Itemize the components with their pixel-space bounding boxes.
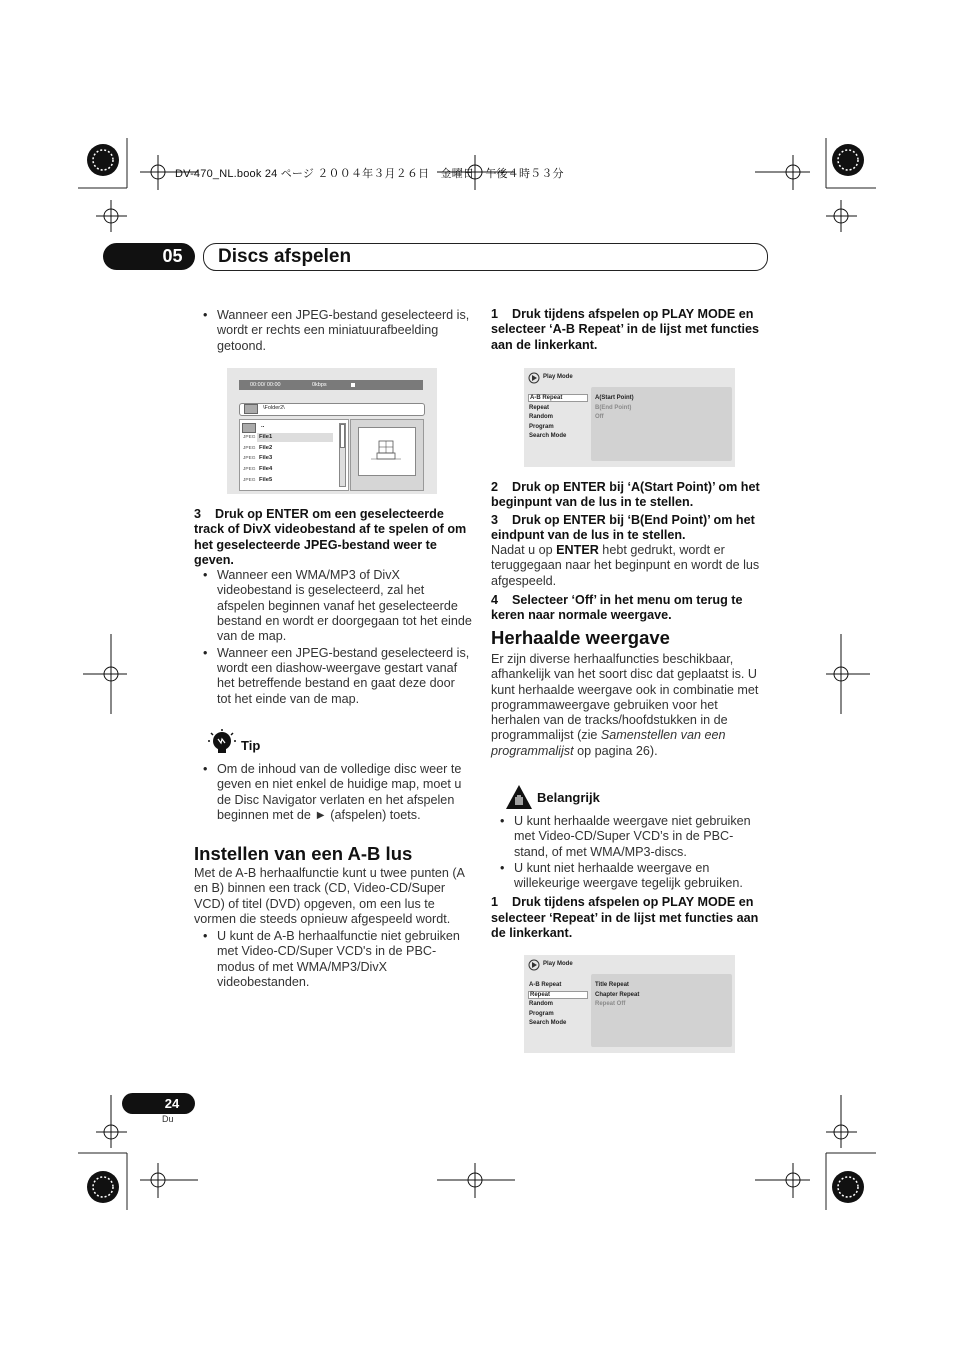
important-bullet-1: • U kunt herhaalde weergave niet gebruiken met Video-CD/Super VCD’s in de PBC-stand, of met WMA/MP3-discs.: [491, 814, 767, 860]
print-info: DV-470_NL.book 24 ページ ２００４年３月２６日 金曜日 午後４時５３分: [175, 168, 564, 180]
section-repeat-title: Herhaalde weergave: [491, 627, 670, 648]
right-step-3-body: Nadat u op ENTER hebt gedrukt, wordt er teruggegaan naar het beginpunt en wordt de lus afgespeeld.: [491, 543, 760, 588]
section-repeat-body: Er zijn diverse herhaalfuncties beschikbaar, afhankelijk van het soort disc dat geplaatst is. U kunt herhaalde weergave ook in combinatie met programmaweergave gebruiken voor het herhalen van de tracks/hoofdstukken in de programmalijst (zie Samenstellen van een programmalijst op pagina 26).: [491, 652, 759, 758]
menu-item[interactable]: Random: [529, 414, 553, 421]
chapter-title: Discs afspelen: [218, 246, 352, 267]
menu-option[interactable]: Chapter Repeat: [595, 991, 640, 998]
file-type-tag: JPEG: [243, 435, 256, 440]
file-list-item[interactable]: File3: [259, 455, 273, 462]
play-mode-icon: [528, 959, 540, 971]
warning-hand-icon: [505, 784, 533, 810]
right-step-2: 2 Druk op ENTER bij ‘A(Start Point)’ om het beginpunt van de lus in te stellen.: [491, 480, 760, 510]
section-ab-title-block: [194, 843, 494, 865]
important-bullet-2: • U kunt niet herhaalde weergave en willekeurige weergave tegelijk gebruiken.: [491, 861, 767, 892]
section-ab-body: Met de A-B herhaalfunctie kunt u twee punten (A en B) binnen een track (CD, Video-CD/Super VCD) of titel (DVD) opgeven, om een lus te vormen die steeds opnieuw afgespeeld wordt.: [194, 866, 465, 926]
menu-item[interactable]: A-B Repeat: [529, 982, 562, 988]
important-block: [491, 814, 767, 941]
page-language: Du: [162, 1114, 174, 1124]
menu-item[interactable]: Repeat: [528, 991, 588, 999]
section-ab-body-block: [194, 866, 472, 990]
section-ab-title: Instellen van een A-B lus: [194, 843, 413, 864]
left-step-3: 3 Druk op ENTER om een geselecteerde track of DivX videobestand af te spelen of om het geselecteerde JPEG-bestand weer te geven.: [194, 507, 467, 567]
important-label: Belangrijk: [537, 790, 600, 805]
left-bullet-1-block: [194, 308, 470, 354]
chapter-number: 05: [162, 246, 183, 266]
bitrate-readout: 0kbps: [312, 382, 327, 388]
file-type-tag: JPEG: [243, 445, 256, 451]
section-repeat-title-block: [491, 627, 771, 649]
time-readout: 00:00/ 00:00: [250, 382, 281, 388]
stop-icon: [351, 383, 355, 387]
tip-bullet: • Om de inhoud van de volledige disc weer te geven en niet enkel de huidige map, moet u de Disc Navigator verlaten en het afspelen beginnen met de ► (afspelen) toets.: [194, 762, 472, 823]
thumbnail-image-icon: [371, 440, 401, 464]
file-list-item[interactable]: File2: [259, 444, 273, 451]
menu-title: Play Mode: [543, 961, 573, 967]
right-step-4: 4 Selecteer ‘Off’ in het menu om terug te keren naar normale weergave.: [491, 593, 743, 623]
file-type-tag: JPEG: [243, 456, 256, 462]
menu-option[interactable]: A(Start Point): [595, 395, 634, 401]
left-bullet-2: • Wanneer een WMA/MP3 of DivX videobestand is geselecteerd, zal het afspelen beginnen vanaf het geselecteerde bestand en wordt er doorgegaan tot het einde van de map.: [194, 568, 472, 644]
play-mode-menu-ab: [524, 368, 735, 467]
file-list-item[interactable]: File1: [259, 434, 273, 440]
menu-item[interactable]: Random: [529, 1001, 553, 1008]
section-repeat-body-block: [491, 652, 767, 759]
section-ab-bullet: • U kunt de A-B herhaalfunctie niet gebruiken met Video-CD/Super VCD's in de PBC-modus of met WMA/MP3/DivX videobestanden.: [194, 929, 472, 990]
play-mode-menu-repeat: [524, 955, 735, 1053]
tip-block: [194, 762, 472, 823]
right-step-1-block: [491, 307, 765, 353]
menu-item[interactable]: Repeat: [529, 404, 550, 411]
right-steps-2-4-block: [491, 480, 767, 624]
menu-item[interactable]: Program: [529, 423, 554, 430]
file-type-tag: JPEG: [243, 477, 256, 483]
play-mode-icon: [528, 372, 540, 384]
menu-option[interactable]: Repeat Off: [595, 1001, 626, 1008]
file-list-item[interactable]: File5: [259, 476, 273, 483]
right-step-1: 1 Druk tijdens afspelen op PLAY MODE en selecteer ‘A-B Repeat’ in de lijst met functies aan de linkerkant.: [491, 307, 760, 352]
file-type-tag: JPEG: [243, 467, 256, 473]
menu-item[interactable]: Search Mode: [529, 433, 567, 440]
tip-label: Tip: [241, 738, 261, 753]
disc-navigator-screen: [227, 368, 437, 494]
menu-item[interactable]: Program: [529, 1010, 554, 1017]
right-step-1b: 1 Druk tijdens afspelen op PLAY MODE en selecteer ‘Repeat’ in de lijst met functies aan de linkerkant.: [491, 895, 759, 941]
left-bullet-3: • Wanneer een JPEG-bestand geselecteerd is, wordt een diashow-weergave gestart vanaf het betreffende bestand en gaat deze door tot het einde van de map.: [194, 646, 472, 707]
menu-item[interactable]: Search Mode: [529, 1020, 567, 1027]
left-step-3-block: [194, 507, 472, 707]
folder-path: \Folder2\: [263, 405, 285, 411]
left-bullet-1: • Wanneer een JPEG-bestand geselecteerd is, wordt er rechts een miniatuurafbeelding getoond.: [194, 308, 470, 354]
lightbulb-icon: [208, 729, 236, 757]
menu-option[interactable]: Title Repeat: [595, 982, 629, 988]
scrollbar-thumb[interactable]: [340, 424, 345, 448]
page-number: 24: [164, 1096, 180, 1111]
menu-title: Play Mode: [543, 374, 573, 380]
menu-option[interactable]: Off: [595, 414, 604, 421]
up-folder-label: ..: [261, 423, 265, 429]
menu-option[interactable]: B(End Point): [595, 404, 632, 411]
up-folder-icon: [242, 423, 256, 433]
folder-icon: [244, 404, 258, 414]
right-step-3: 3 Druk op ENTER bij ‘B(End Point)’ om het eindpunt van de lus in te stellen.: [491, 512, 755, 542]
menu-item[interactable]: A-B Repeat: [528, 394, 588, 402]
file-list-item[interactable]: File4: [259, 466, 273, 473]
